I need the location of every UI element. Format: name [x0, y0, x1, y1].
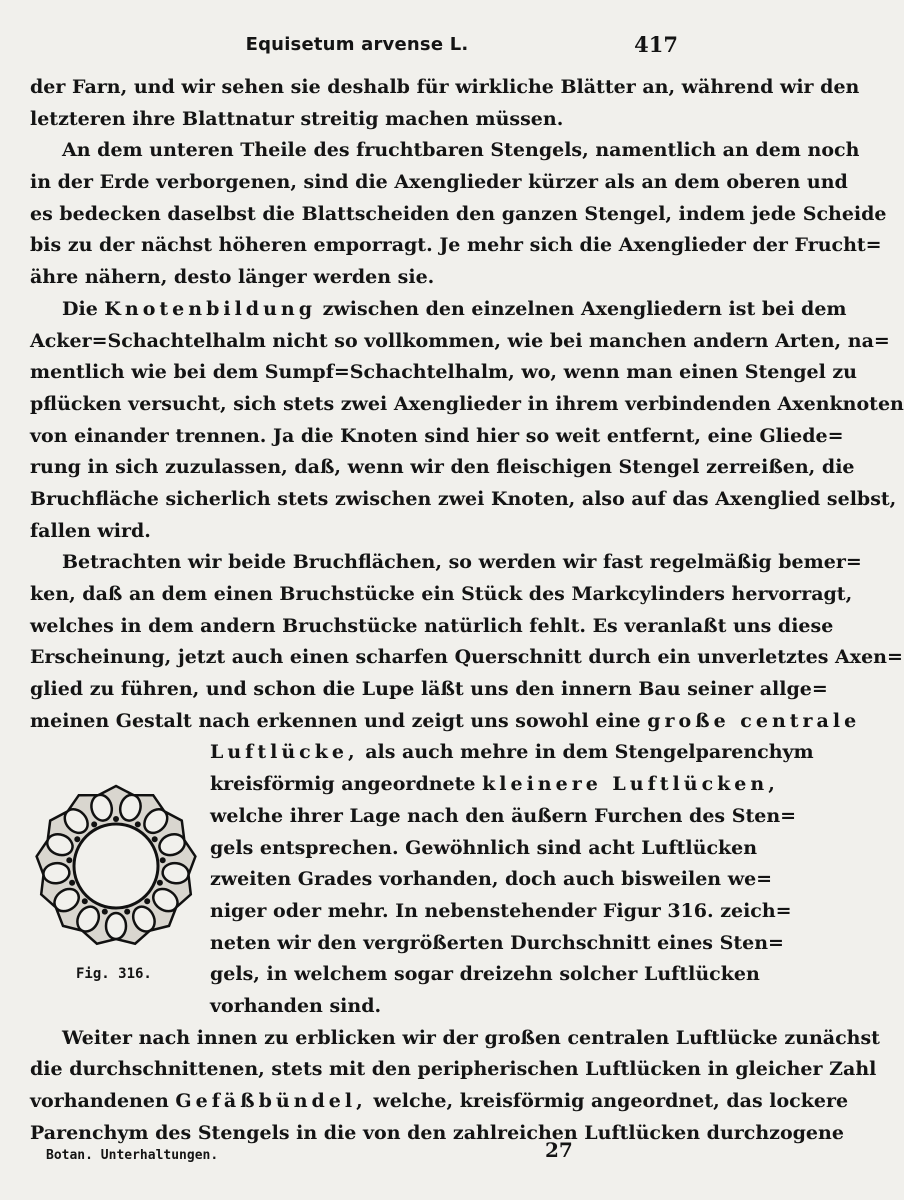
text-line: vorhanden sind.: [210, 994, 382, 1017]
text-line: vorhandenen Gefäßbündel, welche, kreisförmig angeordnet, das lockere: [30, 1090, 849, 1112]
vascular-bundle: [124, 909, 130, 915]
signature-line: Botan. Unterhaltungen.: [46, 1148, 219, 1163]
running-head: [0, 30, 714, 62]
letter-spaced-word: Gefäßbündel,: [175, 1090, 367, 1112]
text-line: meinen Gestalt nach erkennen und zeigt uns sowohl eine große centrale: [30, 709, 861, 732]
text-line: fallen wird.: [30, 519, 151, 542]
text-line: zweiten Grades vorhanden, doch auch bisweilen we=: [210, 868, 773, 891]
vascular-bundle: [66, 857, 72, 863]
text-line: Luftlücke, als auch mehre in dem Stengelparenchym: [210, 741, 814, 764]
letter-spaced-word: Luftlücke,: [210, 741, 359, 764]
text-line: gels entsprechen. Gewöhnlich sind acht Luftlücken: [210, 836, 758, 859]
text-line: pflücken versucht, sich stets zwei Axenglieder in ihrem verbindenden Axenknoten: [30, 392, 904, 415]
vascular-bundle: [135, 821, 141, 827]
vascular-bundle: [74, 836, 80, 842]
text-line: in der Erde verborgenen, sind die Axenglieder kürzer als an dem oberen und: [30, 171, 848, 194]
text-line: rung in sich zuzulassen, daß, wenn wir den fleischigen Stengel zerreißen, die: [30, 456, 855, 479]
figure-caption: Fig. 316.: [76, 966, 152, 982]
text-line: letzteren ihre Blattnatur streitig machen müssen.: [30, 107, 564, 130]
text-line: glied zu führen, und schon die Lupe läßt uns den innern Bau seiner allge=: [30, 678, 828, 701]
text-line: es bedecken daselbst die Blattscheiden den ganzen Stengel, indem jede Scheide: [30, 202, 887, 225]
text-line: Weiter nach innen zu erblicken wir der großen centralen Luftlücke zunächst: [62, 1026, 880, 1049]
vascular-bundle: [82, 898, 88, 904]
vascular-bundle: [113, 816, 119, 822]
letter-spaced-word: kleinere Luftlücken,: [482, 773, 779, 796]
text-line: Acker=Schachtelhalm nicht so vollkommen, wie bei manchen andern Arten, na=: [30, 329, 890, 352]
text-line: Parenchym des Stengels in die von den zahlreichen Luftlücken durchzogene: [30, 1121, 844, 1144]
text-line: Betrachten wir beide Bruchflächen, so werden wir fast regelmäßig bemer=: [62, 551, 862, 574]
stem-cross-section-illustration: [34, 774, 199, 959]
vascular-bundle: [152, 836, 158, 842]
text-line: ken, daß an dem einen Bruchstücke ein Stück des Markcylinders hervorragt,: [30, 583, 853, 605]
text-line: Erscheinung, jetzt auch einen scharfen Querschnitt durch ein unverletztes Axen=: [30, 646, 903, 669]
text-line: die durchschnittenen, stets mit den peripherischen Luftlücken in gleicher Zahl: [30, 1058, 877, 1081]
text-line: kreisförmig angeordnete kleinere Luftlücken,: [210, 773, 779, 796]
running-title: Equisetum arvense L.: [245, 34, 469, 55]
text-line: neten wir den vergrößerten Durchschnitt eines Sten=: [210, 931, 784, 954]
text-line: An dem unteren Theile des fruchtbaren Stengels, namentlich an dem noch: [62, 139, 860, 162]
text-line: Die Knotenbildung zwischen den einzelnen Axengliedern ist bei dem: [62, 297, 847, 320]
text-line: gels, in welchem sogar dreizehn solcher Luftlücken: [210, 963, 760, 986]
page-number: 417: [634, 32, 678, 57]
vascular-bundle: [102, 909, 108, 915]
central-air-lacuna: [74, 824, 158, 908]
letter-spaced-word: Knotenbildung: [104, 297, 317, 320]
vascular-bundle: [69, 880, 75, 886]
figure-316: [26, 770, 206, 990]
text-line: welches in dem andern Bruchstücke natürlich fehlt. Es veranlaßt uns diese: [30, 614, 834, 637]
vascular-bundle: [91, 821, 97, 827]
text-line: bis zu der nächst höheren emporragt. Je mehr sich die Axenglieder der Frucht=: [30, 234, 882, 257]
vascular-bundle: [144, 898, 150, 904]
peripheral-air-lacuna: [106, 913, 126, 939]
vascular-bundle: [157, 880, 163, 886]
text-line: der Farn, und wir sehen sie deshalb für wirkliche Blätter an, während wir den: [30, 76, 860, 98]
text-line: ähre nähern, desto länger werden sie.: [30, 266, 435, 289]
letter-spaced-word: große centrale: [647, 709, 861, 732]
vascular-bundle: [160, 857, 166, 863]
sheet-number: 27: [545, 1138, 573, 1162]
text-line: von einander trennen. Ja die Knoten sind hier so weit entfernt, eine Gliede=: [30, 424, 844, 447]
text-line: Bruchfläche sicherlich stets zwischen zwei Knoten, also auf das Axenglied selbst,: [30, 487, 897, 510]
text-line: mentlich wie bei dem Sumpf=Schachtelhalm, wo, wenn man einen Stengel zu: [30, 361, 858, 384]
text-line: niger oder mehr. In nebenstehender Figur 316. zeich=: [210, 899, 792, 922]
text-line: welche ihrer Lage nach den äußern Furchen des Sten=: [210, 804, 797, 827]
